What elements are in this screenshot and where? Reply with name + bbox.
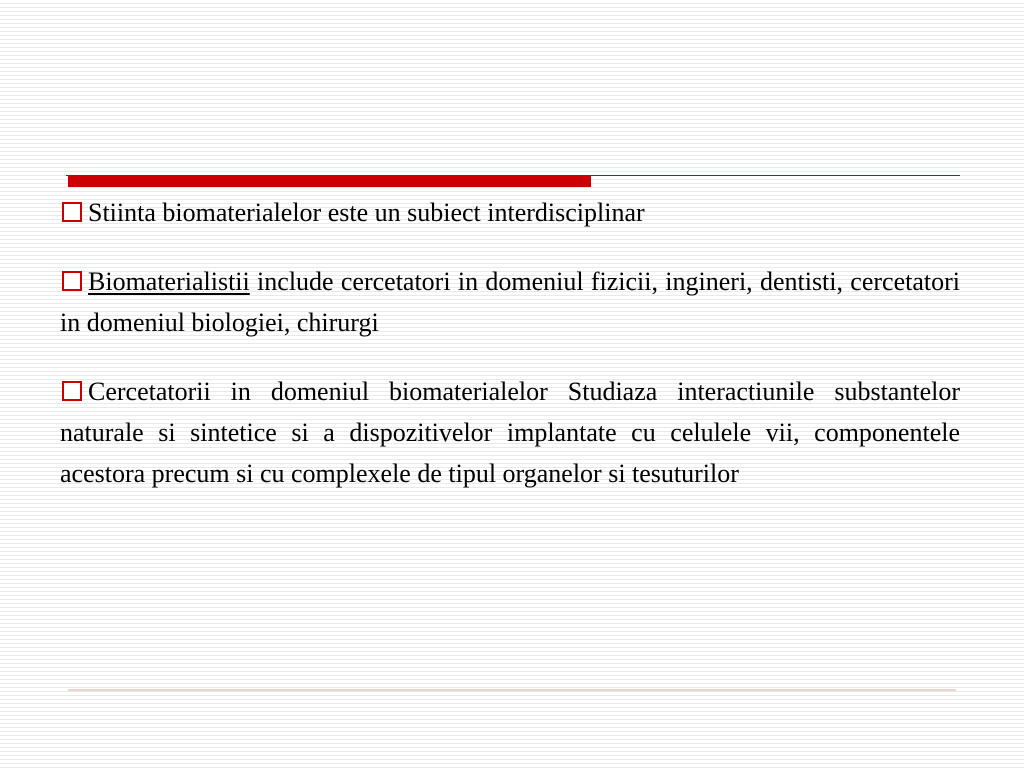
bottom-divider-line <box>68 689 956 691</box>
hollow-square-icon <box>62 381 82 401</box>
bullet-term-link[interactable]: Biomaterialistii <box>88 267 250 296</box>
slide-body <box>60 192 960 522</box>
bullet-text: include cercetatori in domeniul fizicii, ingineri, dentisti, cercetatori in domeniul biologiei, chirurgi <box>60 267 960 337</box>
bullet-text: Stiinta biomaterialelor este un subiect interdisciplinar <box>88 198 645 227</box>
top-accent-bar <box>68 175 591 187</box>
bullet-item <box>60 261 960 343</box>
bullet-text: Cercetatorii in domeniul biomaterialelor Studiaza interactiunile substantelor naturale si sintetice si a dispozitivelor implantate cu celulele vii, componentele acestora precum si cu complexele de tipul organelor si tesuturilor <box>60 377 960 488</box>
hollow-square-icon <box>62 271 82 291</box>
bullet-item <box>60 371 960 494</box>
bullet-item <box>60 192 960 233</box>
hollow-square-icon <box>62 202 82 222</box>
